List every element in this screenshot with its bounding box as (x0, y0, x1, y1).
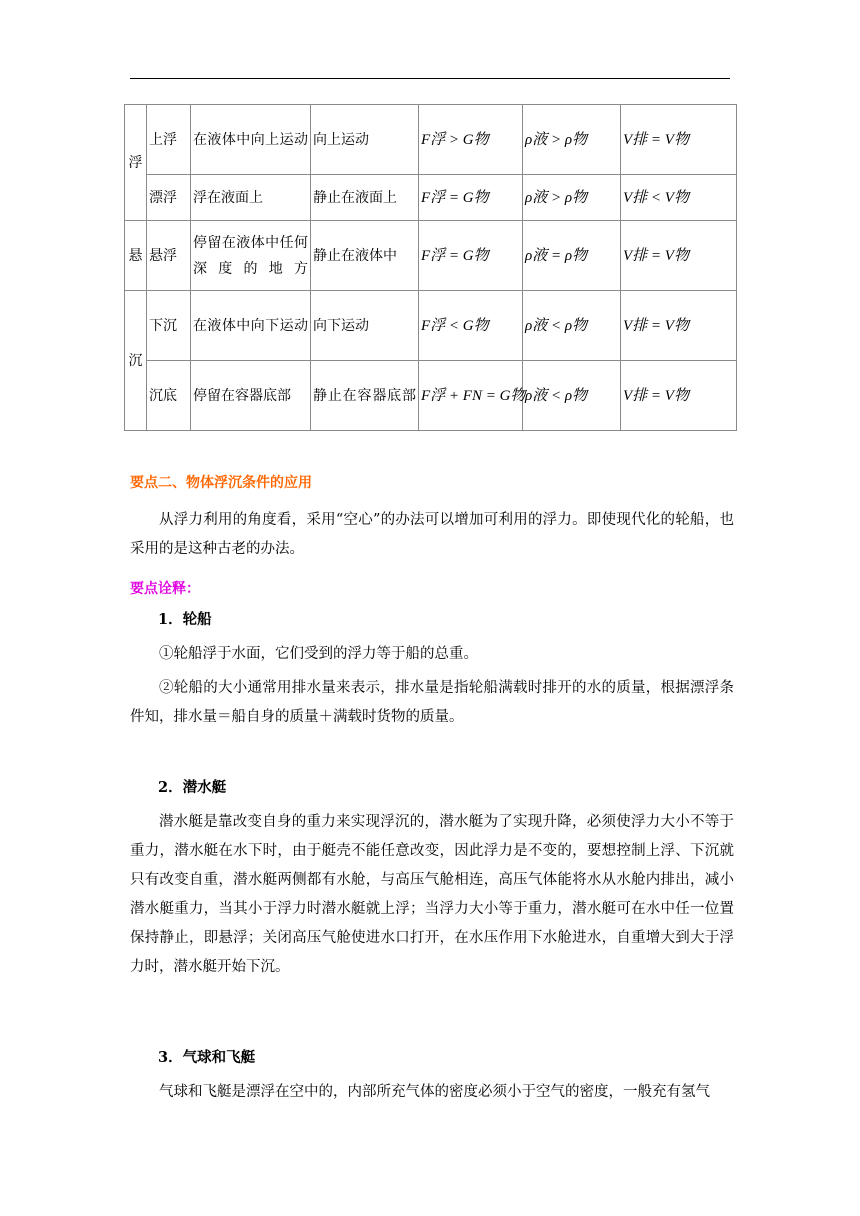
volume-cell: V排 = V物 (621, 221, 737, 291)
desc-cell: 停留在容器底部 (191, 361, 311, 431)
volume-cell: V排 = V物 (621, 291, 737, 361)
group-cell: 沉 (125, 291, 147, 431)
motion-cell: 静止在液面上 (311, 175, 419, 221)
section-heading: 要点二、物体浮沉条件的应用 (130, 475, 312, 491)
density-cell: ρ液 < ρ物 (523, 361, 621, 431)
force-cell: F浮 > G物 (419, 105, 523, 175)
desc-cell: 浮在液面上 (191, 175, 311, 221)
table-row (125, 175, 737, 221)
state-cell: 下沉 (147, 291, 191, 361)
table-row (125, 361, 737, 431)
intro-paragraph: 从浮力利用的角度看，采用“空心”的办法可以增加可利用的浮力。即使现代化的轮船，也采用的是这种古老的办法。 (130, 512, 734, 557)
motion-cell: 静止在液体中 (311, 221, 419, 291)
desc-cell: 在液体中向下运动 (191, 291, 311, 361)
state-cell: 上浮 (147, 105, 191, 175)
volume-cell: V排 = V物 (621, 361, 737, 431)
item-title-balloon: 3．气球和飞艇 (158, 1049, 256, 1066)
item-title-submarine: 2．潜水艇 (158, 779, 227, 796)
desc-cell: 在液体中向上运动 (191, 105, 311, 175)
group-cell: 浮 (125, 105, 147, 221)
ship-paragraph-2: ②轮船的大小通常用排水量来表示，排水量是指轮船满载时排开的水的质量，根据漂浮条件知，排水量＝船自身的质量＋满载时货物的质量。 (130, 680, 734, 725)
density-cell: ρ液 > ρ物 (523, 105, 621, 175)
force-cell: F浮 + FN = G物 (419, 361, 523, 431)
balloon-paragraph: 气球和飞艇是漂浮在空中的，内部所充气体的密度必须小于空气的密度，一般充有氢气 (159, 1084, 710, 1100)
item-title-ship: 1．轮船 (158, 611, 212, 628)
header-rule (130, 78, 730, 79)
table-row (125, 291, 737, 361)
table-row (125, 105, 737, 175)
buoyancy-conditions-table (124, 104, 737, 431)
density-cell: ρ液 < ρ物 (523, 291, 621, 361)
density-cell: ρ液 = ρ物 (523, 221, 621, 291)
state-cell: 悬浮 (147, 221, 191, 291)
force-cell: F浮 < G物 (419, 291, 523, 361)
submarine-paragraph: 潜水艇是靠改变自身的重力来实现浮沉的，潜水艇为了实现升降，必须使浮力大小不等于重力，潜水艇在水下时，由于艇壳不能任意改变，因此浮力是不变的，要想控制上浮、下沉就只有改变自重，潜水艇两侧都有水舱，与高压气舱相连，高压气体能将水从水舱内排出，减小潜水艇重力，当其小于浮力时潜水艇就上浮；当浮力大小等于重力，潜水艇可在水中任一位置保持静止，即悬浮；关闭高压气舱使进水口打开，在水压作用下水舱进水，自重增大到大于浮力时，潜水艇开始下沉。 (130, 814, 734, 975)
density-cell: ρ液 > ρ物 (523, 175, 621, 221)
volume-cell: V排 < V物 (621, 175, 737, 221)
table-row (125, 221, 737, 291)
motion-cell: 向下运动 (311, 291, 419, 361)
group-cell: 悬 (125, 221, 147, 291)
state-cell: 漂浮 (147, 175, 191, 221)
force-cell: F浮 = G物 (419, 221, 523, 291)
volume-cell: V排 = V物 (621, 105, 737, 175)
desc-cell: 停留在液体中任何深度的地方 (191, 221, 311, 291)
motion-cell: 静止在容器底部 (311, 361, 419, 431)
motion-cell: 向上运动 (311, 105, 419, 175)
state-cell: 沉底 (147, 361, 191, 431)
force-cell: F浮 = G物 (419, 175, 523, 221)
ship-paragraph-1: ①轮船浮于水面，它们受到的浮力等于船的总重。 (159, 646, 478, 662)
note-label: 要点诠释： (130, 581, 200, 597)
